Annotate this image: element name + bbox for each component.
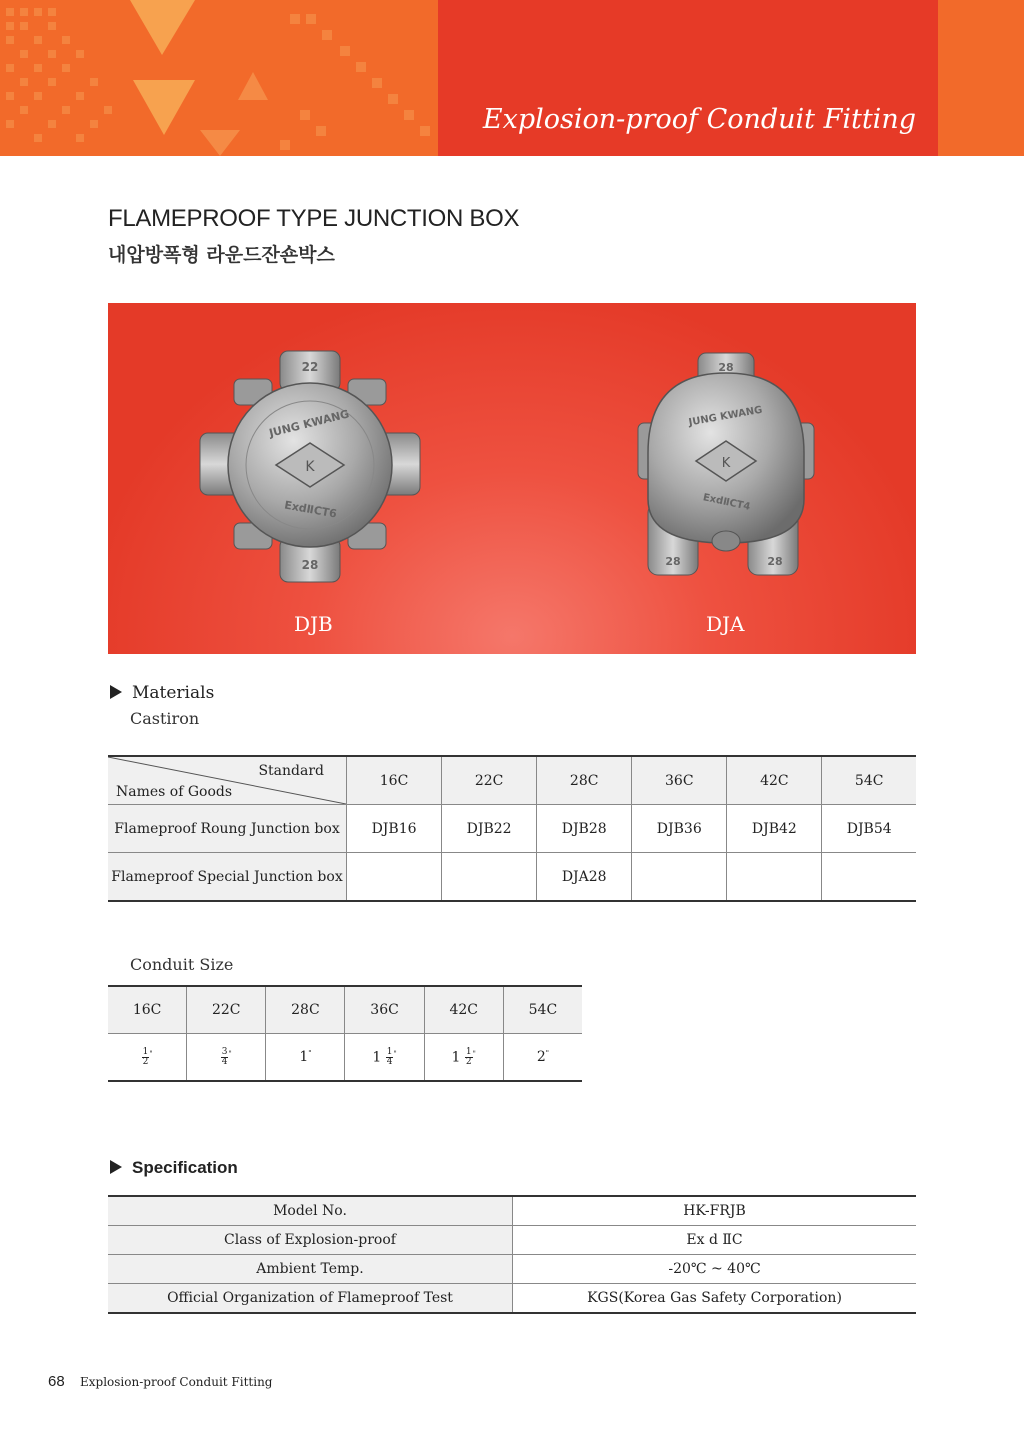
conduit-size-header: 16C <box>108 986 187 1034</box>
header-pattern <box>0 0 438 156</box>
conduit-value: 1" <box>266 1034 345 1082</box>
header-graphic <box>0 0 438 156</box>
product-photo-panel <box>108 303 916 654</box>
product-illustration <box>108 303 916 654</box>
specification-heading: Specification <box>110 1158 238 1178</box>
dja-rating-mark: ExdⅡCT4 <box>701 492 752 513</box>
header-strip <box>938 0 1024 156</box>
conduit-size-header: 22C <box>187 986 266 1034</box>
svg-text:K: K <box>721 456 731 471</box>
conduit-value-row <box>108 1034 582 1082</box>
table-row <box>108 853 916 902</box>
table-row <box>108 805 916 853</box>
standard-header: 16C <box>347 756 442 805</box>
standard-header: 42C <box>727 756 822 805</box>
spec-label: Model No. <box>108 1196 513 1226</box>
model-cell <box>347 853 442 902</box>
spec-label: Class of Explosion-proof <box>108 1226 513 1255</box>
model-cell <box>632 853 727 902</box>
triangle-bullet-icon <box>110 685 122 699</box>
standard-header: 54C <box>822 756 916 805</box>
conduit-value: 2" <box>503 1034 582 1082</box>
names-of-goods-label: Names of Goods <box>116 784 233 800</box>
spec-label: Official Organization of Flameproof Test <box>108 1284 513 1314</box>
goods-table-header <box>108 756 916 805</box>
model-cell: DJB22 <box>442 805 537 853</box>
model-cell: DJA28 <box>537 853 632 902</box>
conduit-size-heading: Conduit Size <box>130 955 234 974</box>
dja-bottom-right-mark: 28 <box>767 555 783 568</box>
djb-rating-mark: ExdⅡCT6 <box>283 498 338 521</box>
dja-bottom-left-mark: 28 <box>665 555 681 568</box>
standard-header: 22C <box>442 756 537 805</box>
model-cell: DJB54 <box>822 805 916 853</box>
header-title: Explosion-proof Conduit Fitting <box>482 104 916 135</box>
conduit-size-header: 28C <box>266 986 345 1034</box>
triangle-bullet-icon <box>110 1160 122 1174</box>
conduit-size-header: 42C <box>424 986 503 1034</box>
spec-value: -20℃ ~ 40℃ <box>513 1255 917 1284</box>
model-cell: DJB36 <box>632 805 727 853</box>
spec-label: Ambient Temp. <box>108 1255 513 1284</box>
conduit-size-header: 36C <box>345 986 424 1034</box>
spec-value: Ex d ⅡC <box>513 1226 917 1255</box>
spec-value: KGS(Korea Gas Safety Corporation) <box>587 1290 842 1306</box>
dja-label: DJA <box>706 612 745 636</box>
spec-value: HK-FRJB <box>513 1196 917 1226</box>
model-cell <box>727 853 822 902</box>
conduit-value: $\frac{3}{4}$ " <box>187 1034 266 1082</box>
table-row <box>108 1226 916 1255</box>
djb-top-mark: 22 <box>301 360 319 374</box>
goods-table-corner <box>108 756 347 805</box>
djb-box-graphic <box>200 351 420 582</box>
standard-label: Standard <box>258 763 324 779</box>
model-cell: DJB42 <box>727 805 822 853</box>
model-cell <box>822 853 916 902</box>
dja-box-graphic <box>638 353 814 575</box>
conduit-size-header: 54C <box>503 986 582 1034</box>
table-row <box>108 1196 916 1226</box>
conduit-size-table <box>108 985 582 1082</box>
materials-value: Castiron <box>130 709 200 728</box>
page-number: 68 <box>48 1373 65 1390</box>
svg-text:K: K <box>305 459 315 475</box>
conduit-value: 1 $\frac{1}{2}$ " <box>424 1034 503 1082</box>
djb-label: DJB <box>294 612 333 636</box>
page-subtitle: 내압방폭형 라운드잔숀박스 <box>108 244 335 266</box>
standard-header: 36C <box>632 756 727 805</box>
dja-brand-mark: JUNG KWANG <box>687 404 764 429</box>
model-cell <box>442 853 537 902</box>
materials-heading: Materials <box>110 683 214 703</box>
standard-header: 28C <box>537 756 632 805</box>
footer-text: Explosion-proof Conduit Fitting <box>80 1375 273 1389</box>
model-cell: DJB28 <box>537 805 632 853</box>
goods-name-cell: Flameproof Roung Junction box <box>108 805 347 853</box>
table-row <box>108 1255 916 1284</box>
goods-name-cell: Flameproof Special Junction box <box>108 853 347 902</box>
dja-top-mark: 28 <box>718 361 734 374</box>
page-title: FLAMEPROOF TYPE JUNCTION BOX <box>108 205 520 232</box>
conduit-value: $\frac{1}{2}$ " <box>142 1046 153 1067</box>
model-cell: DJB16 <box>347 805 442 853</box>
specification-table <box>108 1195 916 1314</box>
djb-bottom-mark: 28 <box>301 558 319 572</box>
djb-brand-mark: JUNG KWANG <box>267 407 351 440</box>
conduit-header-row <box>108 986 582 1034</box>
goods-table <box>108 755 916 902</box>
header-banner <box>0 0 1024 156</box>
table-row <box>108 1284 916 1314</box>
conduit-value: 1 $\frac{1}{4}$ " <box>345 1034 424 1082</box>
